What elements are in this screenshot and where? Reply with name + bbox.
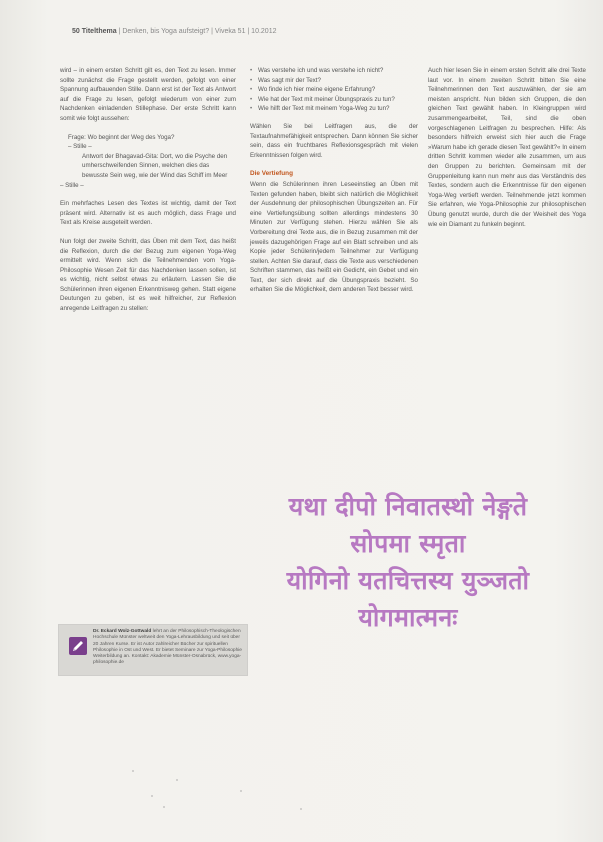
sanskrit-verse (218, 488, 598, 636)
list-item: • Wie hat der Text mit meiner Übungspraxis zu tun? (250, 95, 418, 105)
list-item: • Was verstehe ich und was verstehe ich nicht? (250, 66, 418, 76)
quote-pause: – Stille – (68, 143, 92, 151)
list-item: • Wie hilft der Text mit meinem Yoga-Weg zu tun? (250, 104, 418, 114)
section-title: Titelthema (81, 28, 117, 35)
verse-line: योगमात्मनः (358, 603, 458, 632)
paragraph: wird – in einem ersten Schritt gilt es, den Text zu lesen. Immer sollte zunächst die Frage gestellt werden, gefolgt von einer Spannung aufbauenden Stille. Dann erst ist der Text als Antwort auf die Frage zu lesen, gefolgt wiederum von einer zum Nachdenken einladenden Stillephase. Der erste Schritt kann somit wie folgt aussehen: (60, 67, 236, 122)
author-description: lehrt an der Philosophisch-Theologischen Hochschule Münster weltweit den Yoga-Lehrausbildung und seit über 20 Jahren Kurse. Er ist Autor zahlreicher Bücher zur spirituellen Philosophie in Ost und West. Er bietet Seminare zur Yoga-Philosophie Weiterbildung an. Kontakt: Akademie Münster-Osnabrück, www.yoga-philosophie.de (93, 629, 242, 666)
paragraph: Wählen Sie bei Leitfragen aus, die der Textaufnahmefähigkeit entsprechen. Dann können Sie sicher sein, dass ein fruchtbares Reflexionsgespräch mit vielen Erkenntnissen folgen wird. (250, 122, 418, 159)
quote-block (60, 133, 236, 191)
paragraph: Ein mehrfaches Lesen des Textes ist wichtig, damit der Text präsent wird. Alternativ ist es auch möglich, dass Frage und Text als Kreise ausgeteilt werden. (60, 200, 236, 227)
column-right (428, 66, 586, 238)
column-left (60, 66, 236, 323)
page-number: 50 (72, 28, 80, 35)
quote-question: Frage: Wo beginnt der Weg des Yoga? (68, 133, 175, 141)
running-head (72, 28, 542, 35)
quote-pause: – Stille – (60, 181, 84, 189)
question-list (250, 66, 418, 114)
paragraph: Nun folgt der zweite Schritt, das Üben mit dem Text, das heißt die Reflexion, durch die der Bezug zum eigenen Yoga-Weg ermittelt wird. Wenn sich die Teilnehmenden vom Yoga-Philosophie Wesen Zeit für das Nachdenken lassen sollen, ist es wichtig, nicht selbst etwas zu erläutern. Lassen Sie die Schülerinnen ihren eigenen Erkenntnisweg gehen. Statt eigene Deutungen zu geben, ist es weit hilfreicher, zur Reflexion anregende Leitfragen zu stellen: (60, 237, 236, 313)
author-name: Dr. Eckard Wolz-Gottwald (93, 629, 152, 634)
list-item: • Was sagt mir der Text? (250, 76, 418, 86)
verse-line: सोपमा स्मृता (350, 529, 466, 558)
verse-line: योगिनो यतचित्तस्य युञ्जतो (286, 566, 530, 595)
column-middle (250, 66, 418, 304)
author-box (58, 624, 248, 676)
header-text: | Denken, bis Yoga aufsteigt? | Viveka 51 | 10.2012 (118, 28, 277, 35)
paragraph: Auch hier lesen Sie in einem ersten Schritt alle drei Texte laut vor. In einem zweiten Schritt bitten Sie eine Teilnehmerinnen den Text auszuwählen, der sie am meisten anspricht. Nun bilden sich Gruppen, die den gleichen Text gewählt haben. In Kleingruppen wird zusammengearbeitet, Teil, sind die oben vorgeschlagenen Leitfragen zu besprechen. Hilfe: Als besonders hilfreich erweist sich hier auch die Frage »Warum habe ich gerade diesen Text gewählt?« In einem dritten Schritt kommen wieder alle zusammen, um aus den Gruppen zu berichten. Gemeinsam mit der Gruppenleitung kann nun mehr aus das Verständnis des Textes, sondern auch die Erkenntnisse für den eigenen Yoga-Weg vertieft werden. Teilnehmende jetzt kommen Sie erfahren, wie Yoga-Philosophie zur philosophischen Übung genutzt wurde, durch die der Weisheit des Yoga wie ein Diamant zu funkeln beginnt. (428, 67, 586, 228)
pen-icon (69, 637, 87, 655)
list-item: • Wo finde ich hier meine eigene Erfahrung? (250, 85, 418, 95)
quote-answer: Antwort der Bhagavad-Gita: Dort, wo die Psyche den umherschweifenden Sinnen, welchen dies das bewusste Sein weg, wie der Wind das Schiff im Meer (82, 152, 228, 179)
subheading: Die Vertiefung (250, 170, 293, 178)
author-bio (93, 629, 243, 667)
verse-line: यथा दीपो निवातस्थो नेङ्गते (288, 492, 528, 521)
paragraph: Wenn die Schülerinnen ihren Leseeinstieg an Üben mit Texten gefunden haben, bleibt sich natürlich die Möglichkeit der Ausdehnung der philosophischen Übungszeiten an. Für eine Vertiefungsübung sollten allerdings mindestens 30 Minuten zur Verfügung stehen. Hierzu wählen Sie als Vorbereitung drei Texte aus, die in Bezug zusammen mit der jeweils dazugehörigen Frage auf ein Blatt schreiben und als Kopie jeder Schülerin/jedem Teilnehmer zur Verfügung stellen. Achten Sie darauf, dass die Texte aus verschiedenen Schriften stammen, das heißt ein Gedicht, ein Gebet und ein Text, der sich direkt auf die Übungspraxis bezieht. So erhalten Sie die Möglichkeit, dem anderen Text besser wird. (250, 180, 418, 294)
